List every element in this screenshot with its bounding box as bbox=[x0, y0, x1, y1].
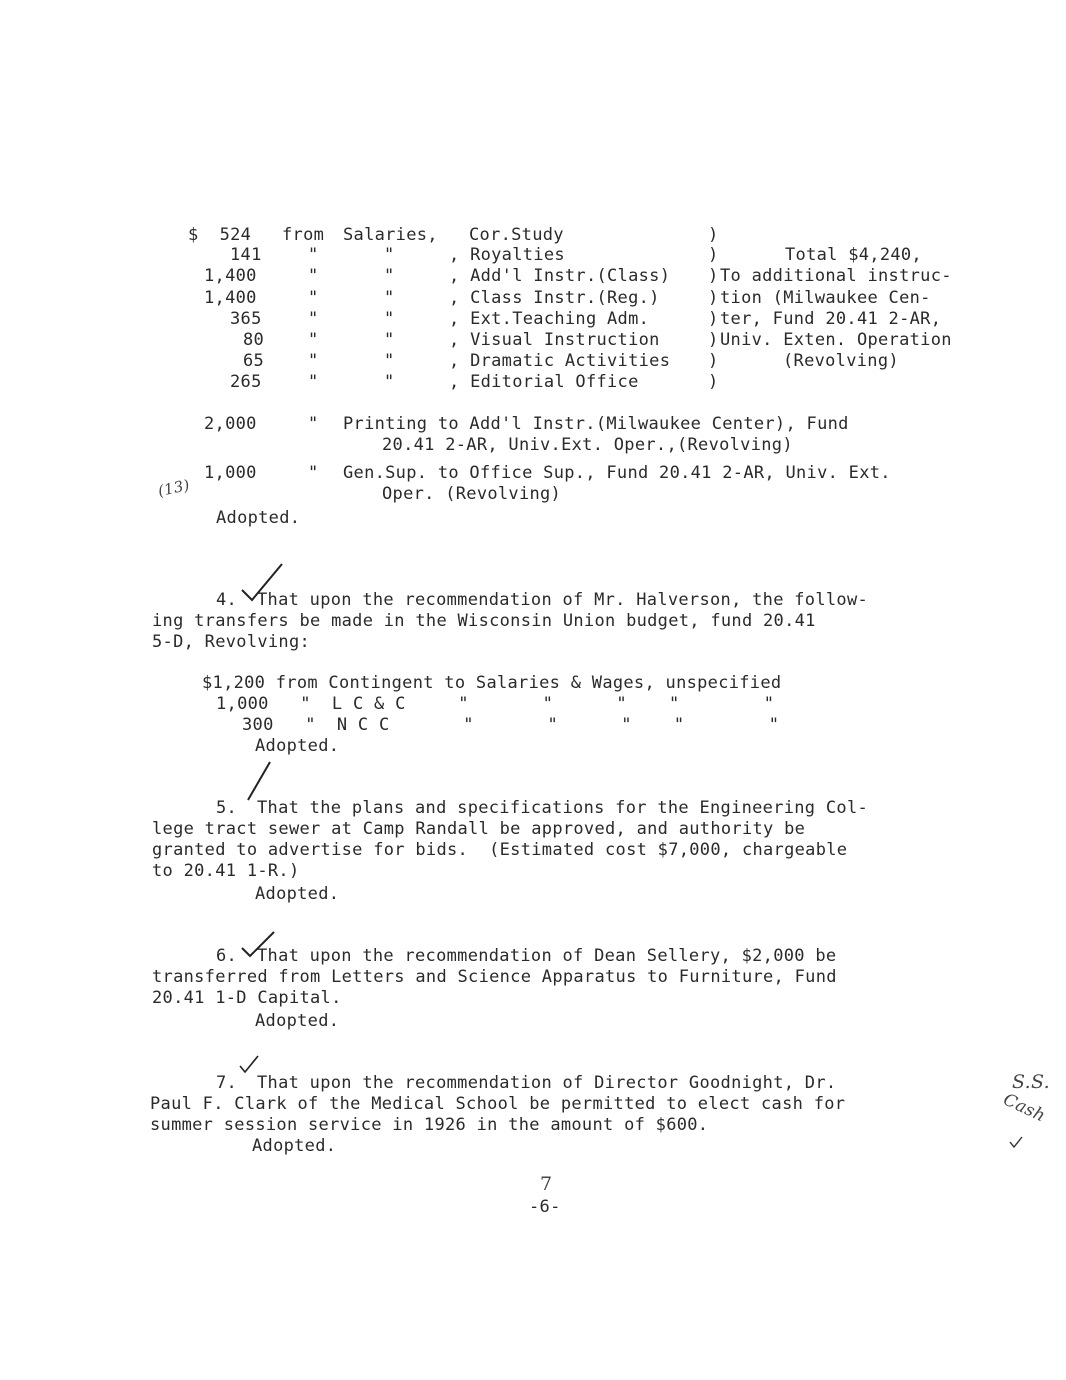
row-from-ditto: " bbox=[308, 372, 319, 392]
row-from-ditto: " bbox=[308, 330, 319, 350]
row-amount: 265 bbox=[230, 372, 262, 392]
row-from-ditto: " bbox=[308, 309, 319, 329]
row-source-ditto: " bbox=[384, 351, 395, 371]
destination-line: (Revolving) bbox=[783, 351, 899, 371]
row-source-ditto: " bbox=[384, 372, 395, 392]
destination-line: Total $4,240, bbox=[785, 245, 922, 265]
margin-note-ss: S.S. bbox=[1012, 1071, 1050, 1093]
row-item: , Editorial Office bbox=[449, 372, 639, 392]
item4-row: $1,200 from Contingent to Salaries & Wages, unspecified bbox=[202, 673, 782, 693]
brace: ) bbox=[708, 351, 719, 371]
item6-line-3: 20.41 1-D Capital. bbox=[152, 988, 342, 1008]
row-source-ditto: " bbox=[384, 330, 395, 350]
row-item: , Add'l Instr.(Class) bbox=[449, 266, 671, 286]
checkmark-icon bbox=[1008, 1134, 1024, 1150]
item5-number: 5. bbox=[216, 798, 238, 818]
item5-line-4: to 20.41 1-R.) bbox=[152, 861, 300, 881]
item5-line-1: That the plans and specifications for the Engineering Col- bbox=[257, 798, 869, 818]
destination-line: ter, Fund 20.41 2-AR, bbox=[720, 309, 942, 329]
item7-adopted: Adopted. bbox=[252, 1136, 337, 1156]
row-item: , Royalties bbox=[449, 245, 565, 265]
checkmark-icon bbox=[238, 1054, 260, 1074]
row-amount: 1,400 bbox=[204, 266, 257, 286]
row-item: , Dramatic Activities bbox=[449, 351, 671, 371]
row-amount: $ 524 bbox=[188, 225, 252, 245]
brace: ) bbox=[708, 288, 719, 308]
row-from-ditto: " bbox=[308, 351, 319, 371]
gensup-line-2: Oper. (Revolving) bbox=[382, 484, 562, 504]
brace: ) bbox=[708, 372, 719, 392]
page-number-handwritten: 7 bbox=[540, 1173, 553, 1195]
brace: ) bbox=[708, 225, 719, 245]
brace: ) bbox=[708, 309, 719, 329]
row-source-ditto: " bbox=[384, 245, 395, 265]
item6-line-1: That upon the recommendation of Dean Sellery, $2,000 be bbox=[257, 946, 837, 966]
brace: ) bbox=[708, 266, 719, 286]
item6-line-2: transferred from Letters and Science Apparatus to Furniture, Fund bbox=[152, 967, 837, 987]
item4-number: 4. bbox=[216, 590, 238, 610]
item5-line-3: granted to advertise for bids. (Estimated cost $7,000, chargeable bbox=[152, 840, 848, 860]
printing-amount: 2,000 bbox=[204, 414, 257, 434]
adopted-1: Adopted. bbox=[216, 508, 301, 528]
printing-ditto: " bbox=[308, 414, 319, 434]
gensup-line-1: Gen.Sup. to Office Sup., Fund 20.41 2-AR, Univ. Ext. bbox=[343, 463, 891, 483]
item4-adopted: Adopted. bbox=[255, 736, 340, 756]
row-source-ditto: " bbox=[384, 288, 395, 308]
row-source: Salaries, bbox=[343, 225, 438, 245]
item5-adopted: Adopted. bbox=[255, 884, 340, 904]
row-amount: 365 bbox=[230, 309, 262, 329]
destination-line: To additional instruc- bbox=[720, 266, 952, 286]
brace: ) bbox=[708, 330, 719, 350]
row-amount: 65 bbox=[243, 351, 265, 371]
row-item: , Visual Instruction bbox=[449, 330, 660, 350]
margin-note-13: (13) bbox=[156, 475, 192, 501]
row-amount: 141 bbox=[230, 245, 262, 265]
row-from-ditto: " bbox=[308, 266, 319, 286]
row-from: from bbox=[282, 225, 325, 245]
item4-line-2: ing transfers be made in the Wisconsin Union budget, fund 20.41 bbox=[152, 611, 816, 631]
row-source-ditto: " bbox=[384, 266, 395, 286]
printing-line-1: Printing to Add'l Instr.(Milwaukee Center), Fund bbox=[343, 414, 849, 434]
item5-line-2: lege tract sewer at Camp Randall be approved, and authority be bbox=[152, 819, 806, 839]
item6-adopted: Adopted. bbox=[255, 1011, 340, 1031]
brace: ) bbox=[708, 245, 719, 265]
item7-number: 7. bbox=[216, 1073, 238, 1093]
item4-row: 300 " N C C " " " " " bbox=[242, 715, 780, 735]
item4-line-1: That upon the recommendation of Mr. Halverson, the follow- bbox=[257, 590, 869, 610]
margin-note-cash: Cash bbox=[1000, 1089, 1049, 1127]
item4-row: 1,000 " L C & C " " " " " bbox=[216, 694, 775, 714]
row-item: Cor.Study bbox=[469, 225, 564, 245]
printing-line-2: 20.41 2-AR, Univ.Ext. Oper.,(Revolving) bbox=[382, 435, 793, 455]
row-from-ditto: " bbox=[308, 288, 319, 308]
gensup-amount: 1,000 bbox=[204, 463, 257, 483]
destination-line: tion (Milwaukee Cen- bbox=[720, 288, 931, 308]
destination-line: Univ. Exten. Operation bbox=[720, 330, 952, 350]
row-amount: 80 bbox=[243, 330, 265, 350]
page-number: -6- bbox=[529, 1197, 561, 1217]
item7-line-1: That upon the recommendation of Director Goodnight, Dr. bbox=[257, 1073, 837, 1093]
item4-line-3: 5-D, Revolving: bbox=[152, 632, 311, 652]
item7-line-3: summer session service in 1926 in the amount of $600. bbox=[150, 1115, 709, 1135]
item7-line-2: Paul F. Clark of the Medical School be permitted to elect cash for bbox=[150, 1094, 846, 1114]
row-amount: 1,400 bbox=[204, 288, 257, 308]
row-item: , Class Instr.(Reg.) bbox=[449, 288, 660, 308]
row-from-ditto: " bbox=[308, 245, 319, 265]
row-source-ditto: " bbox=[384, 309, 395, 329]
row-item: , Ext.Teaching Adm. bbox=[449, 309, 650, 329]
item6-number: 6. bbox=[216, 946, 238, 966]
gensup-ditto: " bbox=[308, 463, 319, 483]
